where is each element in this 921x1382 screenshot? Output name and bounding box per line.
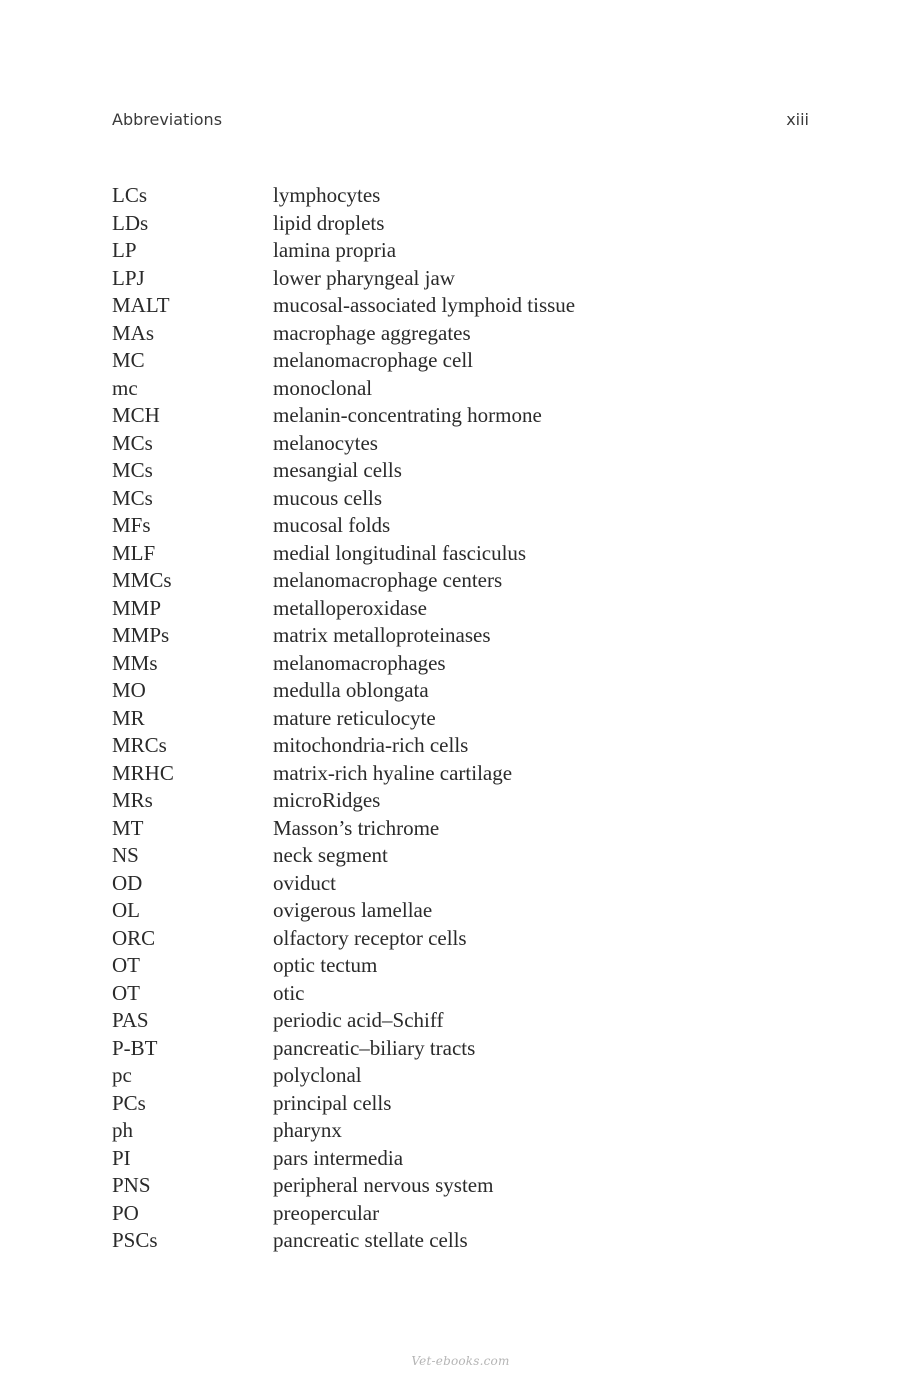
abbreviation-term: OT	[112, 980, 140, 1005]
abbreviation-row	[112, 595, 752, 623]
abbreviation-term: PCs	[112, 1090, 146, 1115]
abbreviation-row	[112, 320, 752, 348]
abbreviation-definition: pars intermedia	[273, 1145, 404, 1170]
abbreviation-term: pc	[112, 1063, 132, 1087]
abbreviation-definition: melanomacrophages	[273, 650, 446, 675]
abbreviation-definition: mucosal-associated lymphoid tissue	[273, 293, 576, 317]
abbreviation-term: MRHC	[112, 760, 174, 785]
abbreviation-definition: ovigerous lamellae	[273, 898, 433, 922]
abbreviation-row	[112, 512, 752, 540]
abbreviation-definition: peripheral nervous system	[273, 1173, 494, 1197]
abbreviation-definition: lower pharyngeal jaw	[273, 265, 455, 290]
abbreviation-definition: lipid droplets	[273, 210, 385, 235]
abbreviation-term: MO	[112, 678, 146, 702]
abbreviation-row	[112, 705, 752, 733]
abbreviation-definition: melanomacrophage centers	[273, 568, 503, 592]
abbreviation-row	[112, 567, 752, 595]
abbreviation-row	[112, 182, 752, 210]
section-title: Abbreviations	[112, 110, 223, 129]
abbreviation-row	[112, 1227, 752, 1255]
abbreviation-term: PAS	[112, 1008, 149, 1032]
abbreviation-row	[112, 430, 752, 458]
abbreviation-term: MMPs	[112, 623, 170, 647]
abbreviation-row	[112, 952, 752, 980]
abbreviation-term: MALT	[112, 293, 170, 317]
abbreviation-row	[112, 1007, 752, 1035]
abbreviation-row	[112, 1090, 752, 1118]
abbreviation-term: MRs	[112, 788, 153, 812]
abbreviation-term: MAs	[112, 320, 155, 345]
abbreviation-row	[112, 347, 752, 375]
abbreviation-row	[112, 1035, 752, 1063]
abbreviation-term: mc	[112, 375, 138, 400]
abbreviation-definition: matrix-rich hyaline cartilage	[273, 760, 513, 785]
abbreviation-definition: polyclonal	[273, 1063, 362, 1087]
abbreviation-row	[112, 485, 752, 513]
abbreviation-list	[112, 182, 752, 1255]
abbreviation-definition: mucous cells	[273, 485, 383, 510]
abbreviation-definition: medial longitudinal fasciculus	[273, 540, 527, 565]
abbreviation-term: MCH	[112, 403, 160, 427]
abbreviation-row	[112, 402, 752, 430]
abbreviation-term: LCs	[112, 183, 148, 207]
abbreviation-term: ORC	[112, 925, 156, 950]
abbreviation-definition: mature reticulocyte	[273, 705, 436, 730]
abbreviation-term: MLF	[112, 540, 156, 565]
abbreviation-definition: lymphocytes	[273, 183, 381, 207]
abbreviation-definition: metalloperoxidase	[273, 595, 427, 620]
abbreviation-term: MRCs	[112, 733, 167, 757]
abbreviation-definition: melanocytes	[273, 430, 378, 455]
abbreviation-row	[112, 210, 752, 238]
abbreviation-term: OT	[112, 953, 140, 977]
abbreviation-row	[112, 292, 752, 320]
abbreviation-definition: otic	[273, 980, 305, 1005]
abbreviation-term: PI	[112, 1145, 131, 1170]
abbreviation-definition: mesangial cells	[273, 458, 402, 482]
abbreviation-term: ph	[112, 1118, 133, 1142]
abbreviation-row	[112, 677, 752, 705]
page-number: xiii	[786, 110, 809, 129]
abbreviation-definition: macrophage aggregates	[273, 320, 471, 345]
abbreviation-term: MCs	[112, 458, 153, 482]
watermark-logo: Vet-ebooks.com	[411, 1354, 510, 1368]
abbreviation-definition: optic tectum	[273, 953, 378, 977]
abbreviation-definition: Masson’s trichrome	[273, 815, 440, 840]
abbreviation-definition: medulla oblongata	[273, 678, 429, 702]
abbreviation-definition: microRidges	[273, 788, 381, 812]
abbreviation-term: PSCs	[112, 1228, 158, 1252]
abbreviation-definition: olfactory receptor cells	[273, 925, 467, 950]
abbreviation-definition: matrix metalloproteinases	[273, 623, 491, 647]
running-head	[112, 110, 809, 132]
abbreviation-row	[112, 1200, 752, 1228]
abbreviation-definition: neck segment	[273, 843, 388, 867]
abbreviation-term: MR	[112, 705, 145, 730]
abbreviation-row	[112, 1117, 752, 1145]
abbreviation-term: MMP	[112, 595, 162, 620]
abbreviation-term: LDs	[112, 210, 149, 235]
abbreviation-row	[112, 870, 752, 898]
abbreviation-row	[112, 897, 752, 925]
abbreviation-row	[112, 815, 752, 843]
abbreviation-row	[112, 760, 752, 788]
abbreviation-definition: periodic acid–Schiff	[273, 1008, 444, 1032]
abbreviation-row	[112, 925, 752, 953]
abbreviation-definition: preopercular	[273, 1200, 380, 1225]
abbreviation-row	[112, 842, 752, 870]
abbreviation-term: MCs	[112, 430, 153, 455]
abbreviation-term: P-BT	[112, 1035, 158, 1060]
abbreviation-term: MFs	[112, 513, 151, 537]
abbreviation-term: OD	[112, 870, 143, 895]
abbreviation-row	[112, 622, 752, 650]
abbreviation-definition: principal cells	[273, 1090, 392, 1115]
abbreviation-row	[112, 1062, 752, 1090]
abbreviation-definition: lamina propria	[273, 238, 397, 262]
abbreviation-row	[112, 787, 752, 815]
abbreviation-definition: monoclonal	[273, 375, 373, 400]
abbreviation-term: MCs	[112, 485, 153, 510]
abbreviation-row	[112, 1172, 752, 1200]
abbreviation-row	[112, 540, 752, 568]
abbreviation-term: MC	[112, 348, 145, 372]
abbreviation-row	[112, 265, 752, 293]
abbreviation-definition: melanomacrophage cell	[273, 348, 473, 372]
abbreviation-term: LP	[112, 238, 137, 262]
abbreviation-row	[112, 650, 752, 678]
abbreviation-term: NS	[112, 843, 139, 867]
abbreviation-definition: pancreatic–biliary tracts	[273, 1035, 476, 1060]
abbreviation-row	[112, 375, 752, 403]
abbreviation-definition: melanin-concentrating hormone	[273, 403, 542, 427]
abbreviation-row	[112, 457, 752, 485]
abbreviation-term: PO	[112, 1200, 139, 1225]
abbreviation-term: LPJ	[112, 265, 145, 290]
abbreviation-definition: oviduct	[273, 870, 336, 895]
abbreviation-row	[112, 237, 752, 265]
abbreviation-definition: mitochondria-rich cells	[273, 733, 469, 757]
abbreviation-definition: pharynx	[273, 1118, 342, 1142]
abbreviation-term: MMs	[112, 650, 158, 675]
abbreviation-term: MMCs	[112, 568, 172, 592]
abbreviation-definition: mucosal folds	[273, 513, 391, 537]
abbreviation-term: PNS	[112, 1173, 151, 1197]
abbreviation-row	[112, 1145, 752, 1173]
abbreviation-term: MT	[112, 815, 144, 840]
abbreviation-row	[112, 980, 752, 1008]
abbreviation-row	[112, 732, 752, 760]
abbreviation-term: OL	[112, 898, 140, 922]
abbreviation-definition: pancreatic stellate cells	[273, 1228, 468, 1252]
